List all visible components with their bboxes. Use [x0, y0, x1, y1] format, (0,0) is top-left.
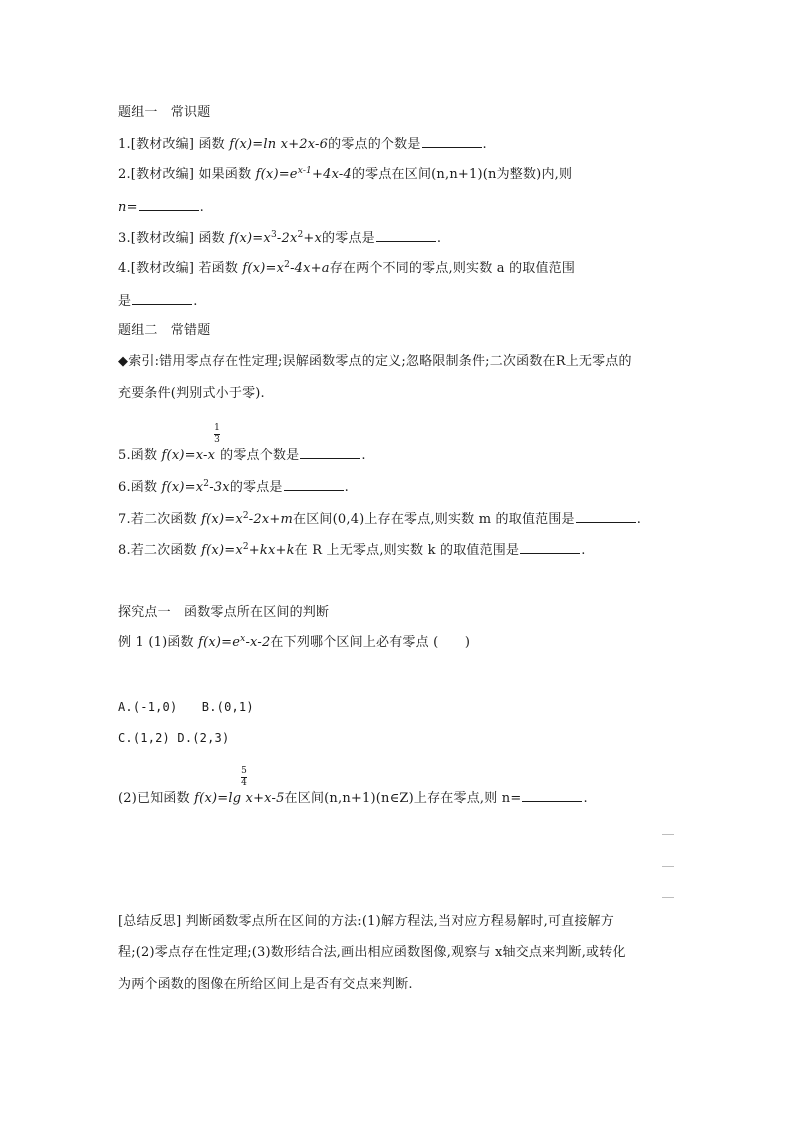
margin-dash — [662, 834, 674, 835]
group2-title: 题组二 常错题 — [118, 323, 211, 338]
question-8: 8.若二次函数 $f(x)=x^2+kx+k$在 R 上无零点,则实数 k 的取值范围是 . — [118, 542, 586, 558]
margin-dash — [662, 897, 674, 898]
question-4: 4.[教材改编] 若函数 $f(x)=x^2-4x+a$存在两个不同的零点,则实数 a 的取值范围 — [118, 260, 576, 276]
answer-blank[interactable] — [132, 292, 192, 305]
margin-dash — [662, 866, 674, 867]
answer-blank[interactable] — [284, 478, 344, 491]
answer-blank[interactable] — [300, 446, 360, 459]
question-2-line2: n= . — [118, 200, 205, 215]
question-2: 2.[教材改编] 如果函数 $f(x)=e^{x-1}+4x-4$的零点在区间(n,n+1)(n为整数)内,则 — [118, 166, 573, 182]
example-1-part-2: (2)已知函数 f(x)=lg x+x-5在区间(n,n+1)(n∈Z)上存在零点,则 n= . — [118, 791, 588, 806]
answer-blank[interactable] — [376, 229, 436, 242]
answer-blank[interactable] — [422, 135, 482, 148]
coefficient-fraction: 5 4 — [241, 766, 247, 788]
answer-blank[interactable] — [522, 789, 582, 802]
question-4-line2: 是 . — [118, 294, 198, 309]
summary-line-2: 程;(2)零点存在性定理;(3)数形结合法,画出相应函数图像,观察与 x轴交点来判断,或转化 — [118, 945, 626, 960]
options-a-b: A.(-1,0) B.(0,1) — [118, 700, 254, 714]
example-1-part-1: 例 1 (1)函数 $f(x)=e^x-x-2$在下列哪个区间上必有零点 ( ) — [118, 634, 471, 650]
group1-title: 题组一 常识题 — [118, 105, 211, 120]
error-index-note: ◆索引:错用零点存在性定理;误解函数零点的定义;忽略限制条件;二次函数在R上无零点的 — [118, 354, 632, 369]
summary-line-1: [总结反思] 判断函数零点所在区间的方法:(1)解方程法,当对应方程易解时,可直接解方 — [118, 914, 614, 929]
answer-blank[interactable] — [576, 510, 636, 523]
question-1: 1.[教材改编] 函数 f(x)=ln x+2x-6的零点的个数是 . — [118, 137, 487, 152]
error-index-note-line2: 充要条件(判别式小于零). — [118, 386, 265, 401]
options-c-d: C.(1,2) D.(2,3) — [118, 731, 230, 745]
question-6: 6.函数 $f(x)=x^2-3x$的零点是 . — [118, 479, 349, 495]
question-7: 7.若二次函数 $f(x)=x^2-2x+m$在区间(0,4)上存在零点,则实数 m 的取值范围是 . — [118, 511, 642, 527]
question-3: 3.[教材改编] 函数 $f(x)=x^3-2x^2+x$的零点是 . — [118, 230, 442, 246]
answer-blank[interactable] — [139, 198, 199, 211]
explore-title: 探究点一 函数零点所在区间的判断 — [118, 605, 330, 620]
answer-blank[interactable] — [520, 541, 580, 554]
summary-line-3: 为两个函数的图像在所给区间上是否有交点来判断. — [118, 977, 413, 992]
exponent-fraction: 1 3 — [214, 423, 220, 445]
question-5: 5.函数 f(x)=x-x 的零点个数是 . — [118, 448, 366, 463]
